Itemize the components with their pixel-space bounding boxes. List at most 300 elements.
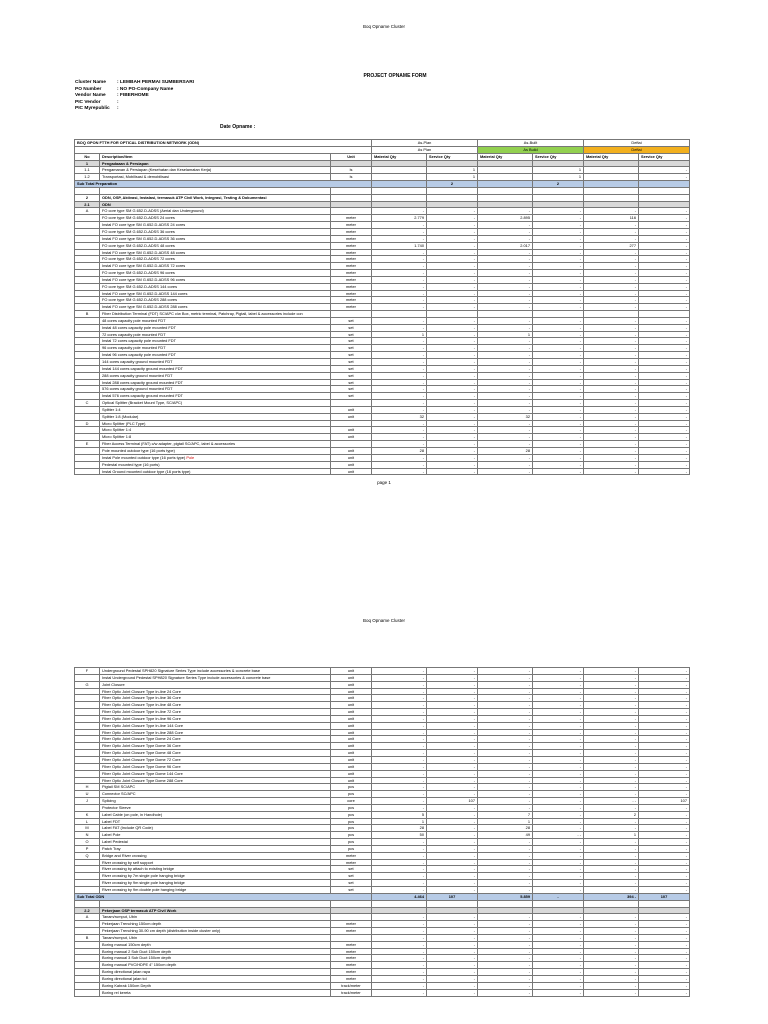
row-number (75, 386, 100, 393)
qty-cell: - (478, 352, 533, 359)
qty-cell: - (584, 461, 639, 468)
row-unit: set (331, 393, 372, 400)
qty-cell: - (427, 934, 478, 941)
qty-cell: - (533, 756, 584, 763)
qty-cell: - (584, 825, 639, 832)
qty-cell: - (427, 736, 478, 743)
table-row (75, 839, 690, 846)
qty-cell: - (533, 818, 584, 825)
qty-cell: - (533, 304, 584, 311)
row-description: Bridge and River crossing (100, 852, 331, 859)
qty-cell: - (639, 222, 690, 229)
qty-cell: - (427, 338, 478, 345)
qty-cell: - (533, 729, 584, 736)
qty-cell: - (478, 989, 533, 996)
qty-cell: - (639, 447, 690, 454)
row-number (75, 235, 100, 242)
qty-cell: - (478, 208, 533, 215)
row-unit: meter (331, 859, 372, 866)
qty-cell: - (533, 859, 584, 866)
qty-cell: - (372, 228, 427, 235)
qty-cell: - (639, 688, 690, 695)
row-unit: set (331, 887, 372, 894)
qty-cell: - (533, 736, 584, 743)
qty-cell: - (639, 297, 690, 304)
qty-cell: - (533, 798, 584, 805)
qty-cell: - (427, 845, 478, 852)
qty-cell: - (427, 804, 478, 811)
row-unit: set (331, 352, 372, 359)
qty-cell: - (533, 400, 584, 407)
qty-cell: 5.859 (478, 893, 533, 900)
row-description: Tanam/rumput, Ubin (100, 914, 331, 921)
row-number (75, 406, 100, 413)
qty-cell: - (584, 386, 639, 393)
row-number: A (75, 208, 100, 215)
qty-cell: - (427, 921, 478, 928)
row-description: Boring manual 2 Sub Duct 150cm depth (100, 948, 331, 955)
row-unit (331, 311, 372, 318)
row-number (75, 454, 100, 461)
qty-cell: - (478, 948, 533, 955)
table-row (75, 934, 690, 941)
qty-cell: - (478, 400, 533, 407)
qty-cell: - (639, 859, 690, 866)
qty-cell: - (639, 331, 690, 338)
row-description: Pedestal mounted type (16 ports) (100, 461, 331, 468)
qty-cell: - (478, 914, 533, 921)
qty-cell (427, 160, 478, 167)
row-unit: pcs (331, 832, 372, 839)
as-built-sub: As Build (478, 146, 584, 153)
qty-cell: - (427, 702, 478, 709)
qty-cell: - (584, 400, 639, 407)
qty-cell: - (639, 324, 690, 331)
qty-cell: - (639, 928, 690, 935)
row-description: Splitter 1:8 (Modular) (100, 413, 331, 420)
qty-cell (639, 900, 690, 907)
table-row (75, 702, 690, 709)
qty-cell: - (427, 715, 478, 722)
row-description: Pekerjaan Trenching 150cm depth (100, 921, 331, 928)
qty-cell: - (533, 948, 584, 955)
qty-cell: - (533, 674, 584, 681)
qty-cell: - (639, 921, 690, 928)
info-label: Cluster Name (75, 80, 106, 85)
qty-cell: 1 (478, 331, 533, 338)
qty-cell: - (639, 811, 690, 818)
qty-cell: - (427, 345, 478, 352)
row-description: Label FAT (Include QR Code) (100, 825, 331, 832)
qty-cell: - (427, 832, 478, 839)
qty-cell: - (427, 256, 478, 263)
row-number (75, 242, 100, 249)
qty-cell: - - (533, 832, 584, 839)
row-number (75, 304, 100, 311)
qty-cell: - (478, 235, 533, 242)
qty-cell: - (584, 406, 639, 413)
table-row (75, 276, 690, 283)
qty-cell: 2.017 (478, 242, 533, 249)
table-row (75, 393, 690, 400)
qty-cell: - (427, 379, 478, 386)
info-label: PO Number (75, 86, 102, 92)
row-description: Sub Total Preparation (75, 181, 372, 188)
table-row (75, 921, 690, 928)
row-description: Boring manual 3 Sub Duct 150cm depth (100, 955, 331, 962)
qty-cell (639, 311, 690, 318)
qty-cell: - (533, 715, 584, 722)
qty-cell: - (533, 290, 584, 297)
qty-cell: - (639, 413, 690, 420)
qty-cell: - (427, 297, 478, 304)
qty-cell: - (427, 317, 478, 324)
table-row (75, 290, 690, 297)
row-description: Fiber Optic Joint Closure Type In-line 24 Core (100, 688, 331, 695)
qty-cell: - (584, 969, 639, 976)
qty-cell: - (584, 845, 639, 852)
qty-cell (427, 900, 478, 907)
qty-cell: - (372, 386, 427, 393)
row-number: C (75, 400, 100, 407)
row-number: J (75, 798, 100, 805)
row-unit: unit (331, 695, 372, 702)
row-number (75, 948, 100, 955)
row-number (75, 777, 100, 784)
qty-cell: - (584, 702, 639, 709)
row-unit: set (331, 866, 372, 873)
table-row (75, 311, 690, 318)
qty-cell: - (478, 420, 533, 427)
qty-cell: - (584, 331, 639, 338)
qty-cell: - (478, 668, 533, 675)
qty-cell: - (639, 304, 690, 311)
qty-cell: 1.740 (372, 242, 427, 249)
row-unit: pcs (331, 784, 372, 791)
row-unit: unit (331, 427, 372, 434)
qty-cell: - (584, 256, 639, 263)
qty-cell: - (533, 276, 584, 283)
qty-cell: - (372, 324, 427, 331)
table-row (75, 228, 690, 235)
qty-cell: - (639, 709, 690, 716)
row-unit: unit (331, 668, 372, 675)
row-number (75, 413, 100, 420)
qty-cell (427, 201, 478, 208)
row-number (75, 729, 100, 736)
qty-cell: - (427, 454, 478, 461)
row-number: A (75, 914, 100, 921)
table-title: BOQ GPON FTTH FOR OPTICAL DISTRIBUTION NETWORK (ODN) (75, 140, 372, 147)
table-row (75, 194, 690, 201)
row-unit: pcs (331, 791, 372, 798)
qty-cell: - (427, 969, 478, 976)
qty-cell: - (372, 934, 427, 941)
qty-cell (584, 160, 639, 167)
qty-cell: - (639, 825, 690, 832)
row-number (75, 722, 100, 729)
row-number (75, 324, 100, 331)
qty-cell (584, 311, 639, 318)
qty-cell (427, 187, 478, 194)
table-row (75, 688, 690, 695)
qty-cell: - (639, 681, 690, 688)
qty-cell: - (584, 379, 639, 386)
row-description: Fiber Optic Joint Closure Type In-line 72 Core (100, 709, 331, 716)
qty-cell: - (372, 372, 427, 379)
table-row (75, 461, 690, 468)
qty-cell: - (427, 982, 478, 989)
row-number: N (75, 832, 100, 839)
qty-cell: - (372, 290, 427, 297)
qty-cell: - (639, 702, 690, 709)
qty-cell: 1 (372, 818, 427, 825)
qty-cell: - (639, 756, 690, 763)
qty-cell: - (584, 859, 639, 866)
qty-cell: - (584, 962, 639, 969)
qty-cell: - (427, 468, 478, 475)
row-description-text: Instal Pole mounted outdoor type (16 ports type) (102, 454, 186, 460)
qty-cell: - (372, 928, 427, 935)
qty-cell: 1 (427, 174, 478, 181)
qty-cell: - (533, 235, 584, 242)
row-number (75, 352, 100, 359)
qty-cell: - (533, 784, 584, 791)
row-description: FO core type SM G.652.D-ADSS 72 cores (100, 256, 331, 263)
qty-cell: - (584, 365, 639, 372)
table-row (75, 160, 690, 167)
qty-cell: - (639, 839, 690, 846)
row-number (75, 880, 100, 887)
qty-cell: - (639, 969, 690, 976)
qty-cell: - (427, 324, 478, 331)
qty-cell: - (372, 674, 427, 681)
row-description-note: Pole (186, 454, 195, 460)
qty-cell (427, 907, 478, 914)
qty-cell: - (533, 324, 584, 331)
table-row (75, 201, 690, 208)
row-number: O (75, 839, 100, 846)
table-row (75, 962, 690, 969)
table-row (75, 283, 690, 290)
qty-cell: - (639, 804, 690, 811)
info-value: : NO PO-Company Name (117, 86, 174, 92)
qty-cell: - (639, 763, 690, 770)
qty-cell: - (478, 379, 533, 386)
qty-cell: - (584, 736, 639, 743)
qty-cell: - (584, 441, 639, 448)
qty-cell: - (584, 695, 639, 702)
table-row (75, 441, 690, 448)
row-number (75, 756, 100, 763)
qty-cell: - (427, 914, 478, 921)
qty-cell: - (639, 736, 690, 743)
row-number: L (75, 818, 100, 825)
qty-cell: 1 (427, 167, 478, 174)
qty-cell: - (639, 668, 690, 675)
qty-cell: - (533, 866, 584, 873)
qty-cell: - (372, 770, 427, 777)
row-number: B (75, 311, 100, 318)
row-unit: meter (331, 249, 372, 256)
row-description: Transportasi, Mobilisasi & demobilisasi (100, 174, 331, 181)
table-row (75, 736, 690, 743)
qty-cell: - (478, 839, 533, 846)
qty-cell: - (639, 174, 690, 181)
qty-cell: - (639, 866, 690, 873)
qty-cell: - (584, 715, 639, 722)
qty-cell: - (584, 420, 639, 427)
row-number: 1.2 (75, 174, 100, 181)
qty-cell: - (372, 359, 427, 366)
table-row (75, 338, 690, 345)
row-description: Pekerjaan Trenching 30-90 cm depth (distribution inside cluster only) (100, 928, 331, 935)
row-unit: unit (331, 688, 372, 695)
qty-cell: - (372, 880, 427, 887)
qty-cell (372, 187, 427, 194)
qty-cell: - (584, 447, 639, 454)
col-unit: Unit (331, 153, 372, 160)
qty-cell: - (478, 406, 533, 413)
table-row (75, 400, 690, 407)
qty-cell (372, 201, 427, 208)
row-description: Label Pole (100, 832, 331, 839)
qty-cell: - (372, 859, 427, 866)
qty-cell: - (478, 934, 533, 941)
row-unit: ls (331, 174, 372, 181)
row-unit: meter (331, 256, 372, 263)
qty-cell: - (639, 845, 690, 852)
row-unit (331, 907, 372, 914)
table-row (75, 969, 690, 976)
qty-cell: 2.895 (478, 215, 533, 222)
qty-cell: - (584, 709, 639, 716)
table-row (75, 304, 690, 311)
table-row (75, 880, 690, 887)
row-unit: meter (331, 304, 372, 311)
row-description: Fiber Optic Joint Closure Type Dome 48 Core (100, 750, 331, 757)
row-description: Instal 96 cores capacity pole mounted FDT (100, 352, 331, 359)
qty-cell: - (584, 818, 639, 825)
qty-cell: - (639, 386, 690, 393)
qty-cell: - (427, 825, 478, 832)
qty-cell: - (478, 372, 533, 379)
row-unit (331, 201, 372, 208)
col-service-qty: Service Qty (639, 153, 690, 160)
row-description: FO core type SM G.652.D-ADSS 48 cores (100, 242, 331, 249)
blank-cell (75, 146, 372, 153)
row-description: River crossing by attach to existing bridge (100, 866, 331, 873)
qty-cell: - (372, 345, 427, 352)
qty-cell: - (372, 784, 427, 791)
row-description: Fiber Optic Joint Closure Type In-line 48 Core (100, 702, 331, 709)
row-unit: meter (331, 969, 372, 976)
row-number (75, 297, 100, 304)
qty-cell: 28 (478, 825, 533, 832)
qty-cell: - (478, 709, 533, 716)
qty-cell: - (533, 811, 584, 818)
qty-cell: - (427, 215, 478, 222)
qty-cell: - (372, 791, 427, 798)
qty-cell: - (639, 887, 690, 894)
row-description: Label Cable (on pole, in Handhole) (100, 811, 331, 818)
row-number: E (75, 441, 100, 448)
table-row (75, 989, 690, 996)
column-header-row (75, 153, 690, 160)
qty-cell: - (533, 208, 584, 215)
qty-cell: - (533, 962, 584, 969)
qty-cell: - (584, 228, 639, 235)
qty-cell (639, 201, 690, 208)
qty-cell: - (427, 249, 478, 256)
table-row (75, 379, 690, 386)
qty-cell: - (584, 668, 639, 675)
qty-cell: - (372, 982, 427, 989)
row-description: Pengadaaan & Persiapan (100, 160, 331, 167)
qty-cell: - (427, 441, 478, 448)
row-description: Fiber Optic Joint Closure Type In-line 36 Core (100, 695, 331, 702)
qty-cell: - (533, 352, 584, 359)
row-unit: ls (331, 167, 372, 174)
table-row (75, 729, 690, 736)
form-title: PROJECT OPNAME FORM (363, 73, 427, 79)
qty-cell (533, 201, 584, 208)
row-number (75, 222, 100, 229)
qty-cell: - (533, 222, 584, 229)
table-row (75, 242, 690, 249)
table-row (75, 804, 690, 811)
row-number (75, 263, 100, 270)
row-unit (331, 934, 372, 941)
header-row (75, 146, 690, 153)
row-number (75, 359, 100, 366)
qty-cell: - (533, 263, 584, 270)
qty-cell: 2 (533, 181, 584, 188)
qty-cell: - (427, 228, 478, 235)
qty-cell: - (478, 736, 533, 743)
qty-cell: - (639, 832, 690, 839)
qty-cell (584, 201, 639, 208)
row-unit (331, 160, 372, 167)
table-row (75, 420, 690, 427)
qty-cell: - (427, 331, 478, 338)
row-unit: unit (331, 756, 372, 763)
row-unit: meter (331, 276, 372, 283)
qty-cell: - (478, 859, 533, 866)
deftai-header: Deftai (584, 140, 690, 147)
table-row (75, 352, 690, 359)
row-description: Fiber Optic Joint Closure Type Dome 72 Core (100, 756, 331, 763)
row-number (75, 941, 100, 948)
row-description: Fiber Access Terminal (FAT) c/w adapter, pigtail SC/APC, label & accessories (100, 441, 331, 448)
qty-cell: - (372, 873, 427, 880)
qty-cell: - (533, 228, 584, 235)
qty-cell: - (533, 702, 584, 709)
qty-cell: - (584, 722, 639, 729)
row-unit: meter (331, 975, 372, 982)
row-unit: pcs (331, 825, 372, 832)
qty-cell: - (478, 365, 533, 372)
qty-cell: 107 (639, 798, 690, 805)
table-row (75, 235, 690, 242)
qty-cell: - (533, 750, 584, 757)
qty-cell: - (639, 249, 690, 256)
row-description: FO core type SM G.652.D-ADSS 96 cores (100, 270, 331, 277)
qty-cell: 4.464 (372, 893, 427, 900)
table-row (75, 270, 690, 277)
qty-cell: - (372, 400, 427, 407)
table-row (75, 893, 690, 900)
